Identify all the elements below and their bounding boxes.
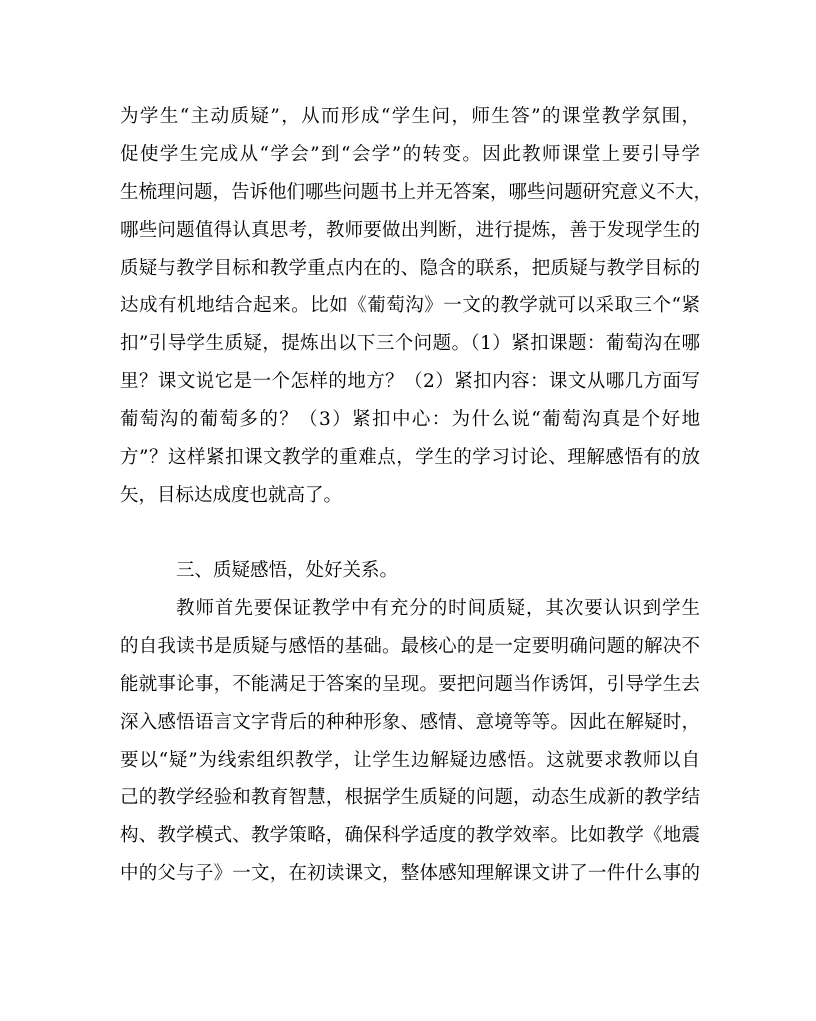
text-line: 要以“疑”为线索组织教学，让学生边解疑边感悟。这就要求教师以自 (120, 749, 700, 771)
text-line: 深入感悟语言文字背后的种种形象、感情、意境等等。因此在解疑时， (120, 711, 700, 733)
text-line: 促使学生完成从“学会”到“会学”的转变。因此教师课堂上要引导学 (120, 143, 700, 165)
text-line: 教师首先要保证教学中有充分的时间质疑，其次要认识到学生 (176, 598, 700, 619)
text-line: 达成有机地结合起来。比如《葡萄沟》一文的教学就可以采取三个“紧 (120, 295, 700, 317)
text-line: 能就事论事，不能满足于答案的呈现。要把问题当作诱饵，引导学生去 (120, 673, 700, 695)
paragraph-continued (120, 98, 713, 515)
paragraph-body (120, 590, 700, 893)
text-line: 葡萄沟的葡萄多的？（3）紧扣中心：为什么说“葡萄沟真是个好地 (120, 409, 700, 431)
text-line: 的自我读书是质疑与感悟的基础。最核心的是一定要明确问题的解决不 (120, 635, 700, 657)
text-line: 生梳理问题，告诉他们哪些问题书上并无答案，哪些问题研究意义不大， (120, 181, 713, 203)
text-line: 己的教学经验和教育智慧，根据学生质疑的问题，动态生成新的教学结 (120, 787, 700, 809)
text-line: 质疑与教学目标和教学重点内在的、隐含的联系，把质疑与教学目标的 (120, 257, 700, 279)
text-line: 矢，目标达成度也就高了。 (120, 484, 343, 506)
text-line: 方”？这样紧扣课文教学的重难点，学生的学习讨论、理解感悟有的放 (120, 447, 700, 469)
section-heading-block (120, 552, 700, 590)
text-line: 哪些问题值得认真思考，教师要做出判断，进行提炼，善于发现学生的 (120, 219, 700, 241)
text-line: 中的父与子》一文，在初读课文，整体感知理解课文讲了一件什么事的 (120, 863, 700, 885)
text-line: 扣”引导学生质疑，提炼出以下三个问题。（1）紧扣课题：葡萄沟在哪 (120, 333, 700, 355)
text-line: 为学生“主动质疑”，从而形成“学生问，师生答”的课堂教学氛围， (120, 106, 700, 127)
text-line: 里？课文说它是一个怎样的地方？（2）紧扣内容：课文从哪几方面写 (120, 371, 700, 393)
text-line: 构、教学模式、教学策略，确保科学适度的教学效率。比如教学《地震 (120, 825, 700, 847)
section-heading: 三、质疑感悟，处好关系。 (176, 560, 399, 581)
